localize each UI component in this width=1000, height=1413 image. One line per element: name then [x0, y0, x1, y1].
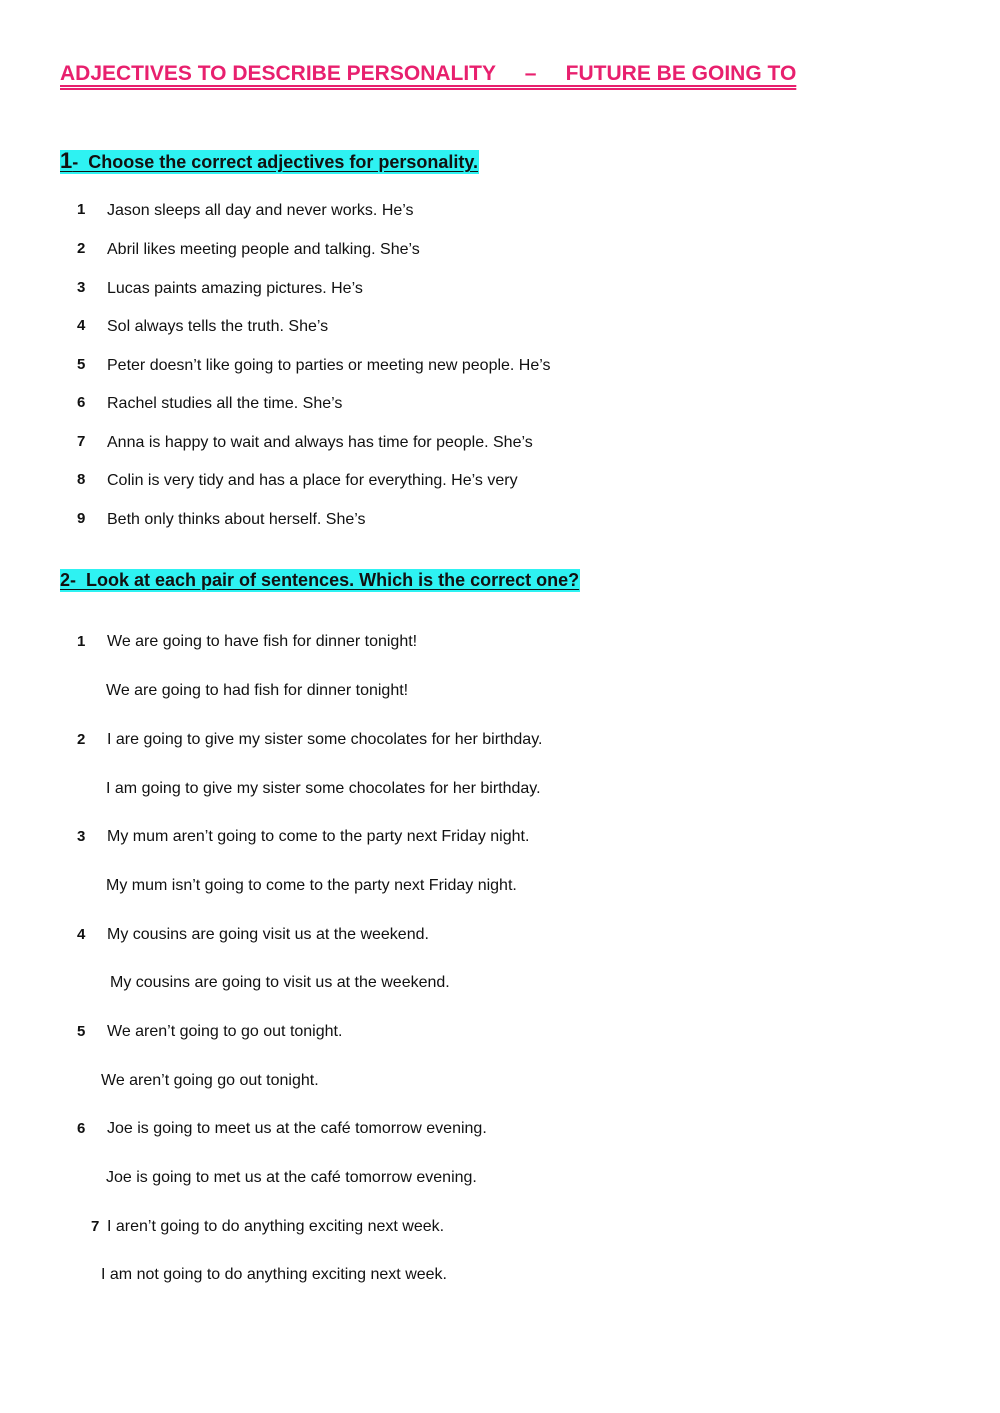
section-1-number: 1: [60, 148, 73, 173]
item-number: 5: [77, 356, 86, 373]
item-number: 6: [77, 394, 86, 411]
pair-number: 4: [77, 926, 86, 943]
pair-number: 7: [91, 1218, 100, 1235]
item-text: Rachel studies all the time. She’s: [107, 395, 343, 412]
page-title: ADJECTIVES TO DESCRIBE PERSONALITY – FUTURE BE GOING TO: [60, 62, 797, 85]
sentence-option-b: My mum isn’t going to come to the party next Friday night.: [106, 877, 517, 894]
pair-number: 1: [77, 633, 86, 650]
sentence-option-b: We are going to had fish for dinner tonight!: [106, 682, 409, 699]
item-number: 4: [77, 317, 86, 334]
sentence-option-b: I am going to give my sister some chocolates for her birthday.: [106, 780, 541, 797]
sentence-option-a: Joe is going to meet us at the café tomorrow evening.: [107, 1120, 487, 1137]
section-2-heading: 2- Look at each pair of sentences. Which is the correct one?: [60, 570, 580, 590]
item-text: Abril likes meeting people and talking. She’s: [107, 241, 420, 258]
pair-number: 5: [77, 1023, 86, 1040]
item-text: Sol always tells the truth. She’s: [107, 318, 329, 335]
sentence-option-a: We are going to have fish for dinner tonight!: [107, 633, 418, 650]
item-number: 1: [77, 201, 86, 218]
sentence-option-a: I are going to give my sister some chocolates for her birthday.: [107, 731, 543, 748]
item-text: Beth only thinks about herself. She’s: [107, 511, 366, 528]
section-1-heading-text: - Choose the correct adjectives for personality.: [72, 152, 479, 172]
sentence-option-a: My cousins are going visit us at the weekend.: [107, 926, 429, 943]
pair-number: 6: [77, 1120, 86, 1137]
pair-number: 2: [77, 731, 86, 748]
pair-number: 3: [77, 828, 86, 845]
item-text: Peter doesn’t like going to parties or meeting new people. He’s: [107, 357, 551, 374]
item-number: 8: [77, 471, 86, 488]
item-text: Anna is happy to wait and always has time for people. She’s: [107, 434, 533, 451]
sentence-option-b: Joe is going to met us at the café tomorrow evening.: [106, 1169, 477, 1186]
item-number: 7: [77, 433, 86, 450]
item-number: 2: [77, 240, 86, 257]
item-text: Colin is very tidy and has a place for everything. He’s very: [107, 472, 518, 489]
sentence-option-b: My cousins are going to visit us at the weekend.: [110, 974, 450, 991]
sentence-option-b: I am not going to do anything exciting next week.: [101, 1266, 447, 1283]
item-number: 9: [77, 510, 86, 527]
item-text: Jason sleeps all day and never works. He’s: [107, 202, 414, 219]
sentence-option-a: I aren’t going to do anything exciting next week.: [107, 1218, 445, 1235]
item-number: 3: [77, 279, 86, 296]
sentence-option-a: We aren’t going to go out tonight.: [107, 1023, 343, 1040]
sentence-option-b: We aren’t going go out tonight.: [101, 1072, 319, 1089]
item-text: Lucas paints amazing pictures. He’s: [107, 280, 363, 297]
sentence-option-a: My mum aren’t going to come to the party next Friday night.: [107, 828, 530, 845]
section-1-heading: [60, 150, 479, 174]
